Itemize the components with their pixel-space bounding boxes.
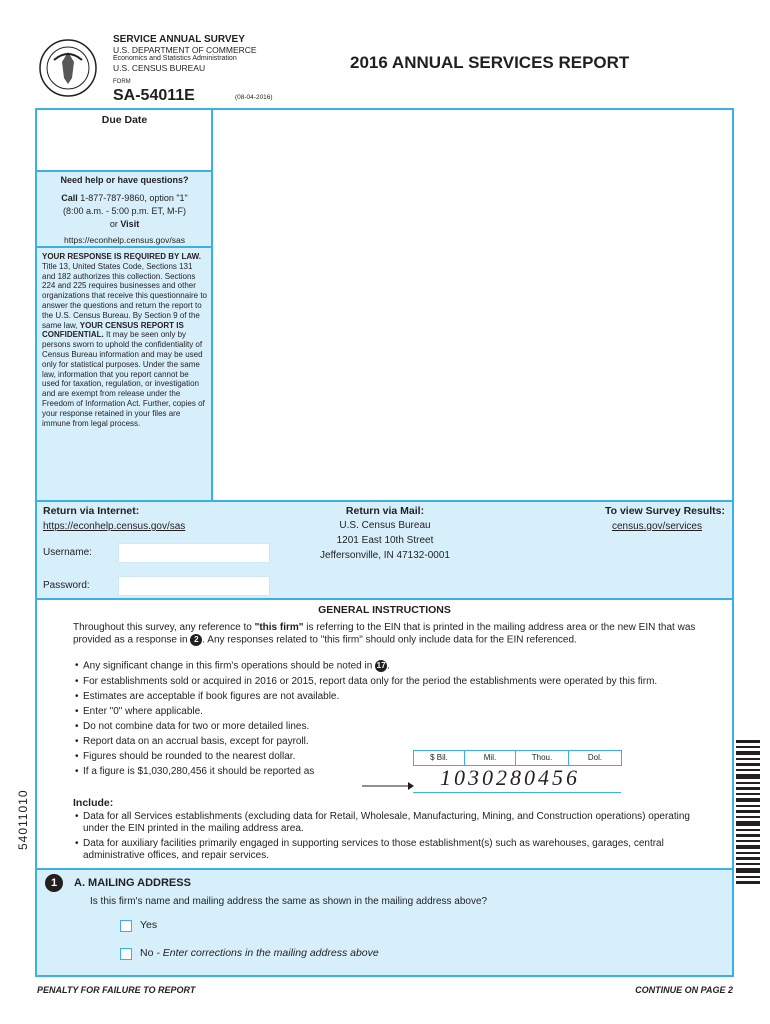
item-17-ref-icon: 17 [376,661,386,670]
username-input[interactable] [118,543,270,563]
department-name: U.S. DEPARTMENT OF COMMERCE [113,45,257,55]
form-date: (08-04-2016) [235,94,273,101]
mail-heading: Return via Mail: [345,505,425,517]
help-hours: (8:00 a.m. - 5:00 p.m. ET, M-F) [62,206,187,216]
barcode-icon [736,740,760,888]
unit-thousands: Thou. [515,750,569,766]
yes-checkbox[interactable] [120,920,132,932]
mail-line-1: U.S. Census Bureau [339,520,431,531]
results-heading: To view Survey Results: [604,505,725,517]
list-item: • Data for auxiliary facilities primarily engaged in supporting services to those establishment(s) such as warehouses, garages, central administrative offices, and repair services. [75,838,705,862]
help-visit-line: or Visit [109,219,140,229]
list-item: • If a figure is $1,030,280,456 it should be reported as [75,766,695,778]
survey-name: SERVICE ANNUAL SURVEY [113,34,245,45]
bureau-name: U.S. CENSUS BUREAU [113,63,206,73]
include-list [75,811,705,865]
arrow-right-icon [362,782,414,790]
item-2-ref-icon: 2 [190,634,202,646]
unit-billions: $ Bil. [413,750,465,766]
username-label: Username: [43,547,92,558]
internet-url-link[interactable]: https://econhelp.census.gov/sas [43,521,186,532]
legal-notice: YOUR RESPONSE IS REQUIRED BY LAW. Title 13, United States Code, Sections 131 and 182 authorizes this collection. Sections 224 and 225 requires businesses and other organizations that receive this questionnaire to answer the questions and return the report to the U.S. Census Bureau. By Section 9 of the same law, YOUR CENSUS REPORT IS CONFIDENTIAL. It may be seen only by persons sworn to uphold the confidentiality of Census Bureau information and may be used only for statistical purposes. Under the same law, information that you report cannot be used for taxation, regulation, or investigation and are exempt from release under the Freedom of Information Act. Further, copies of your response retained in your files are immune from legal process. [42,252,207,428]
results-url-link[interactable]: census.gov/services [611,521,702,532]
no-checkbox[interactable] [120,948,132,960]
list-item: • Any significant change in this firm's operations should be noted in 17 . [75,660,695,673]
esa-name: Economics and Statistics Administration [113,55,237,62]
password-label: Password: [43,580,90,591]
footer-penalty: PENALTY FOR FAILURE TO REPORT [37,985,196,995]
section-1-number: 1 [45,874,63,892]
form-label: FORM [113,79,131,85]
form-number: SA-54011E [113,87,195,104]
due-date-label: Due Date [101,114,148,126]
no-label-line: No - Enter corrections in the mailing address above [140,947,379,959]
section-a-title: A. MAILING ADDRESS [74,877,191,889]
example-figure: 1030280456 [440,765,580,790]
list-item: • Enter "0" where applicable. [75,706,695,718]
sidebar-divider [211,110,213,501]
unit-millions: Mil. [464,750,516,766]
mail-line-2: 1201 East 10th Street [336,535,434,546]
list-item: • Do not combine data for two or more detailed lines. [75,721,695,733]
commerce-seal-icon [38,38,98,98]
mail-line-3: Jeffersonville, IN 47132-0001 [320,550,450,561]
list-item: • Report data on an accrual basis, except for payroll. [75,736,695,748]
form-code: 54011010 [16,789,30,850]
instructions-intro: Throughout this survey, any reference to "this firm" is referring to the EIN that is printed in the mailing address area or the new EIN that was provided as a response in 2 . Any responses related to "this firm" should only include data for the EIN referenced. [73,622,696,646]
list-item: • Figures should be rounded to the nearest dollar. [75,751,695,763]
footer-continue: CONTINUE ON PAGE 2 [635,985,733,995]
list-item: • For establishments sold or acquired in 2016 or 2015, report data only for the period the establishments were operated by this firm. [75,676,695,688]
report-title: 2016 ANNUAL SERVICES REPORT [350,53,630,72]
section-a-question: Is this firm's name and mailing address the same as shown in the mailing address above? [90,896,488,907]
instructions-heading: GENERAL INSTRUCTIONS [318,604,451,616]
yes-label: Yes [140,919,158,931]
help-url-link[interactable]: https://econhelp.census.gov/sas [64,235,185,245]
list-item: • Estimates are acceptable if book figures are not available. [75,691,695,703]
help-heading: Need help or have questions? [60,175,189,185]
list-item: • Data for all Services establishments (excluding data for Retail, Wholesale, Manufacturing, Mining, and Construction operations) operating under the EIN printed in the mailing address area. [75,811,705,835]
unit-dollars: Dol. [568,750,622,766]
password-input[interactable] [118,576,270,596]
help-phone-line: Call 1-877-787-9860, option "1" [61,193,188,203]
internet-heading: Return via Internet: [43,505,140,517]
include-label: Include: [73,797,114,809]
